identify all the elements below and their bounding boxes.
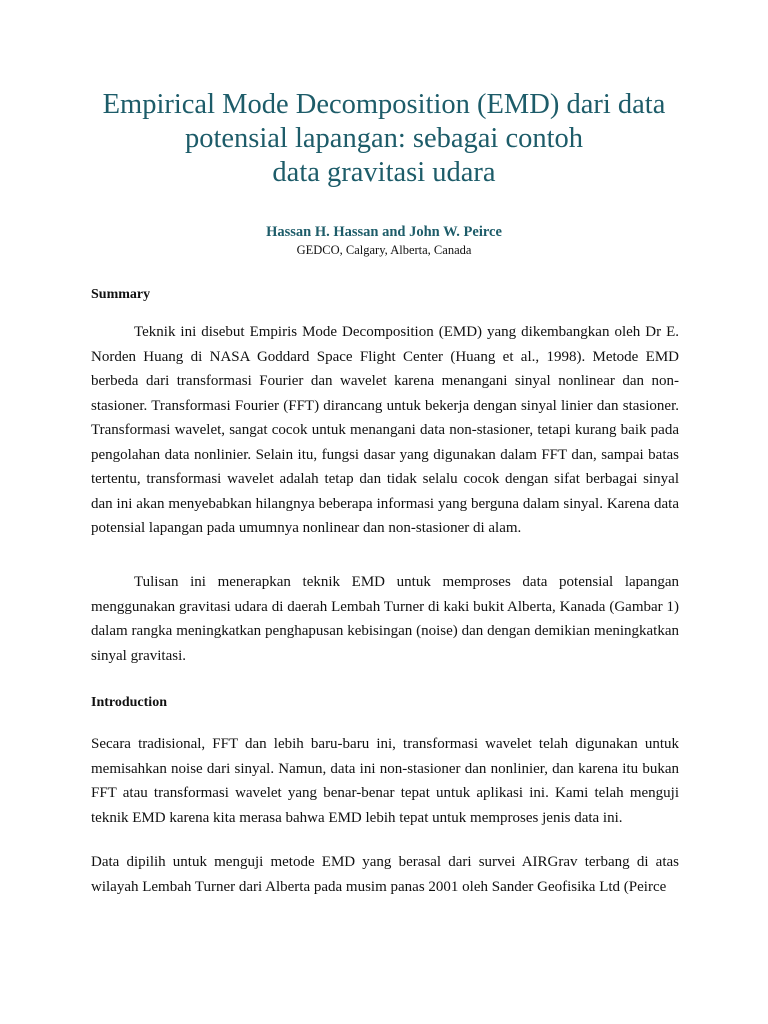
introduction-heading: Introduction (91, 695, 167, 710)
document-title (60, 88, 708, 190)
title-line-1: Empirical Mode Decomposition (EMD) dari data (102, 89, 666, 120)
summary-paragraph-2: Tulisan ini menerapkan teknik EMD untuk memproses data potensial lapangan menggunakan gravitasi udara di daerah Lembah Turner di kaki bukit Alberta, Kanada (Gambar 1) dalam rangka meningkatkan penghapusan kebisingan (noise) dan dengan demikian meningkatkan sinyal gravitasi. (91, 574, 679, 664)
authors: Hassan H. Hassan and John W. Peirce (266, 224, 502, 240)
summary-heading: Summary (91, 287, 151, 302)
affiliation: GEDCO, Calgary, Alberta, Canada (296, 243, 472, 257)
summary-paragraph-1: Teknik ini disebut Empiris Mode Decomposition (EMD) yang dikembangkan oleh Dr E. Norden Huang di NASA Goddard Space Flight Center (Huang et al., 1998). Metode EMD berbeda dari transformasi Fourier dan wavelet karena menangani sinyal nonlinear dan non-stasioner. Transformasi Fourier (FFT) dirancang untuk bekerja dengan sinyal linier dan stasioner. Transformasi wavelet, sangat cocok untuk menangani data non-stasioner, tetapi kurang baik pada pengolahan data nonlinier. Selain itu, fungsi dasar yang digunakan dalam FFT dan, sampai batas tertentu, transformasi wavelet adalah tetap dan tidak selalu cocok dengan sifat berbagai sinyal dan ini akan menyebabkan hilangnya beberapa informasi yang berguna dalam sinyal. Karena data potensial lapangan pada umumnya nonlinear dan non-stasioner di alam. (91, 324, 679, 536)
title-line-3: data gravitasi udara (272, 157, 496, 188)
title-line-2: potensial lapangan: sebagai contoh (184, 123, 584, 154)
introduction-paragraph-1: Secara tradisional, FFT dan lebih baru-baru ini, transformasi wavelet telah digunakan untuk memisahkan noise dari sinyal. Namun, data ini non-stasioner dan nonlinier, dan karena itu bukan FFT atau transformasi wavelet yang benar-benar tepat untuk aplikasi ini. Kami telah menguji teknik EMD karena kita merasa bahwa EMD lebih tepat untuk memproses jenis data ini. (91, 736, 679, 826)
introduction-paragraph-2: Data dipilih untuk menguji metode EMD yang berasal dari survei AIRGrav terbang di atas wilayah Lembah Turner dari Alberta pada musim panas 2001 oleh Sander Geofisika Ltd (Peirce (91, 854, 679, 895)
